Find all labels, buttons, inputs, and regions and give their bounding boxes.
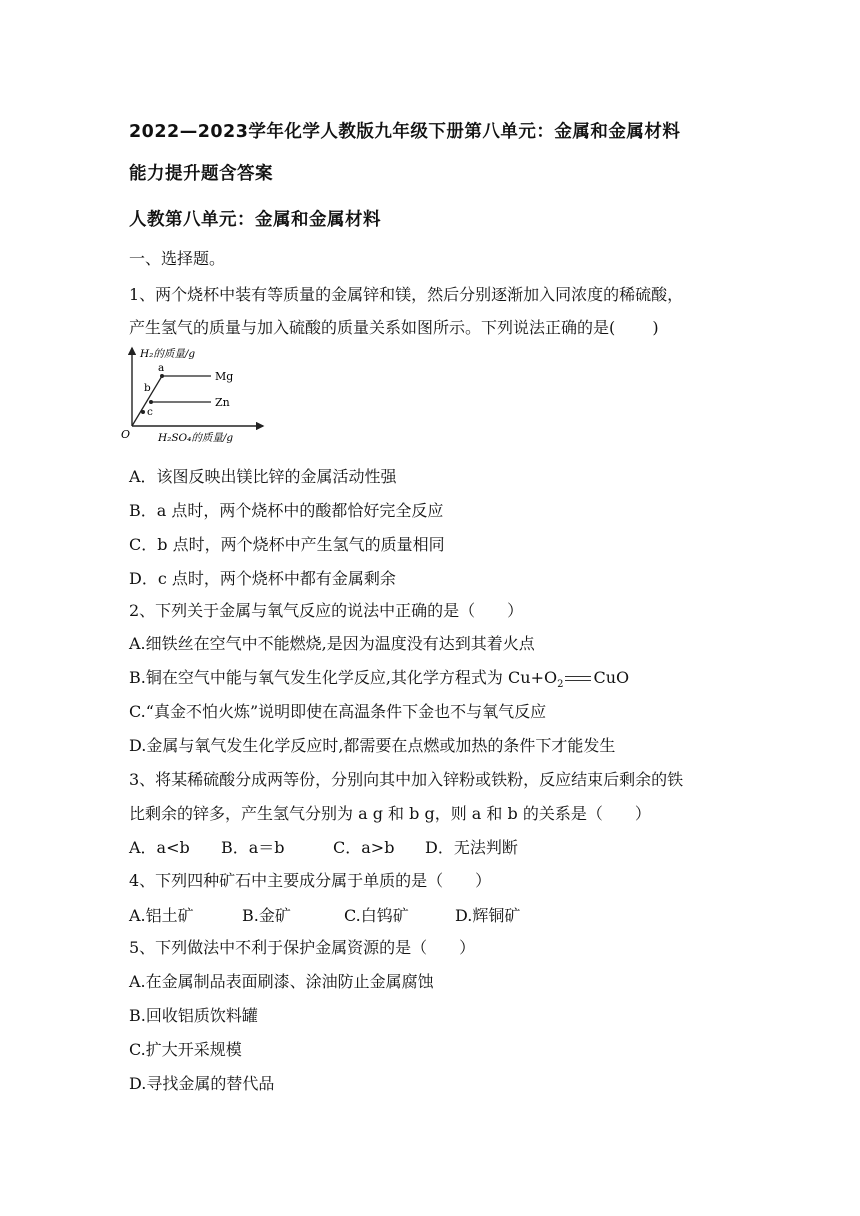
question-2-option-b — [129, 665, 629, 690]
y-axis-label: H₂的质量/g — [140, 348, 196, 360]
point-a — [160, 374, 164, 378]
question-5-option-d: D.寻找金属的替代品 — [129, 1074, 275, 1093]
question-3-stem-line2: 比剩余的锌多，产生氢气分别为 a g 和 b g，则 a 和 b 的关系是（ ） — [129, 804, 651, 823]
point-b — [149, 400, 153, 404]
question-2-option-b-product: CuO — [593, 668, 630, 687]
document-title-line2: 能力提升题含答案 — [129, 164, 273, 184]
series-label-mg: Mg — [215, 370, 234, 383]
question-1-stem-line2: 产生氢气的质量与加入硫酸的质量关系如图所示。下列说法正确的是( ) — [129, 318, 659, 337]
x-axis-label: H₂SO₄的质量/g — [158, 432, 234, 444]
point-label-a: a — [158, 362, 165, 374]
question-5-option-c: C.扩大开采规模 — [129, 1040, 242, 1059]
question-4-option-b: B.金矿 — [242, 906, 291, 925]
question-4-option-a: A.铝土矿 — [129, 906, 194, 925]
section-title: 人教第八单元：金属和金属材料 — [129, 210, 381, 230]
question-2-option-a: A.细铁丝在空气中不能燃烧,是因为温度没有达到其着火点 — [129, 634, 535, 653]
question-5-stem: 5、下列做法中不利于保护金属资源的是（ ） — [129, 938, 476, 957]
question-4-options — [129, 903, 520, 926]
question-5-option-a: A.在金属制品表面刷漆、涂油防止金属腐蚀 — [129, 972, 434, 991]
question-2-option-c: C.“真金不怕火炼”说明即使在高温条件下金也不与氧气反应 — [129, 702, 547, 721]
question-2-option-b-subscript: 2 — [557, 679, 564, 691]
question-2-stem: 2、下列关于金属与氧气反应的说法中正确的是（ ） — [129, 601, 524, 620]
question-3-option-b: B．a＝b — [221, 838, 285, 857]
question-1-stem-line1: 1、两个烧杯中装有等质量的金属锌和镁，然后分别逐渐加入同浓度的稀硫酸， — [129, 285, 684, 304]
question-1-figure — [118, 340, 268, 450]
question-3-stem-line1: 3、将某稀硫酸分成两等份，分别向其中加入锌粉或铁粉，反应结束后剩余的铁 — [129, 770, 684, 789]
section-heading: 一、选择题。 — [129, 249, 226, 268]
point-label-c: c — [147, 406, 153, 418]
question-2-option-b-text: B.铜在空气中能与氧气发生化学反应,其化学方程式为 Cu+O — [129, 668, 558, 687]
point-c — [141, 410, 145, 414]
question-1-option-a: A．该图反映出镁比锌的金属活动性强 — [129, 467, 397, 486]
question-3-option-c: C．a>b — [333, 838, 395, 857]
question-4-option-c: C.白钨矿 — [344, 906, 409, 925]
question-1-option-b: B．a 点时，两个烧杯中的酸都恰好完全反应 — [129, 501, 444, 520]
question-2-option-d: D.金属与氧气发生化学反应时,都需要在点燃或加热的条件下才能发生 — [129, 736, 616, 755]
equals-sign-icon — [563, 674, 593, 684]
question-4-option-d: D.辉铜矿 — [455, 906, 521, 925]
question-3-options — [129, 835, 518, 858]
document-title: 2022—2023学年化学人教版九年级下册第八单元：金属和金属材料 — [129, 122, 681, 142]
question-3-option-d: D．无法判断 — [425, 838, 518, 857]
question-5-option-b: B.回收铝质饮料罐 — [129, 1006, 258, 1025]
point-label-b: b — [144, 382, 151, 394]
question-1-option-d: D．c 点时，两个烧杯中都有金属剩余 — [129, 569, 396, 588]
series-label-zn: Zn — [215, 396, 230, 409]
question-4-stem: 4、下列四种矿石中主要成分属于单质的是（ ） — [129, 871, 492, 890]
origin-label: O — [121, 428, 131, 441]
question-3-option-a: A．a<b — [129, 838, 190, 857]
question-1-option-c: C．b 点时，两个烧杯中产生氢气的质量相同 — [129, 535, 445, 554]
